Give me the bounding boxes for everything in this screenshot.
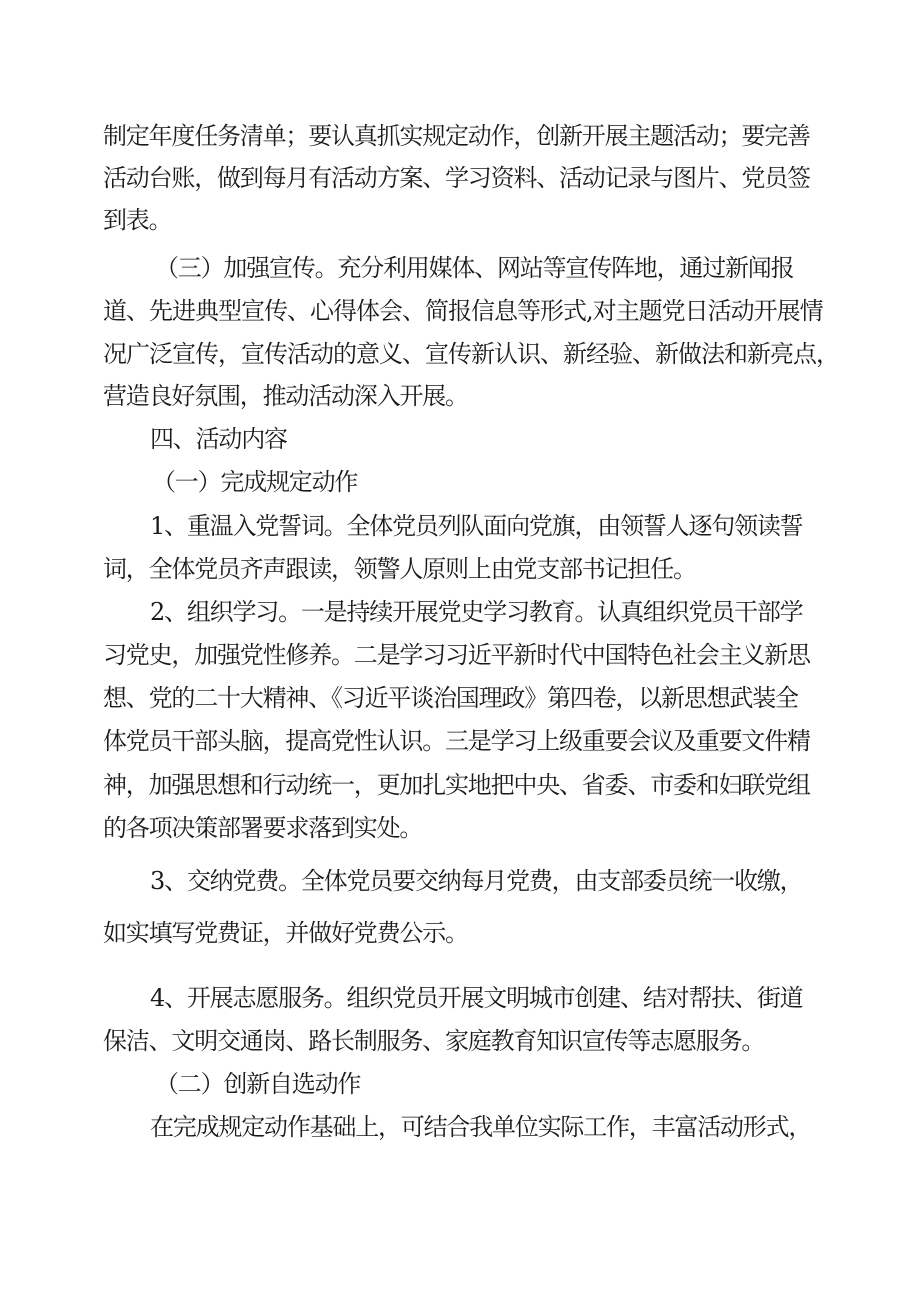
text-line: 保洁、文明交通岗、路长制服务、家庭教育知识宣传等志愿服务。 bbox=[103, 1027, 765, 1055]
text-line: 营造良好氛围，推动活动深入开展。 bbox=[103, 382, 468, 410]
text-line: 如实填写党费证，并做好党费公示。 bbox=[103, 919, 468, 947]
subsection-heading: （一）完成规定动作 bbox=[152, 468, 358, 496]
text-line: 的各项决策部署要求落到实处。 bbox=[103, 814, 423, 842]
subsection-heading: （二）创新自选动作 bbox=[155, 1070, 361, 1098]
text-line: 3、交纳党费。全体党员要交纳每月党费，由支部委员统一收缴， bbox=[150, 867, 803, 895]
text-line: （三）加强宣传。充分利用媒体、网站等宣传阵地，通过新闻报 bbox=[155, 254, 794, 282]
text-line: 在完成规定动作基础上，可结合我单位实际工作，丰富活动形式， bbox=[150, 1113, 812, 1141]
text-line: 神，加强思想和行动统一，更加扎实地把中央、省委、市委和妇联党组 bbox=[103, 771, 810, 799]
text-line: 想、党的二十大精神、《习近平谈治国理政》第四卷，以新思想武装全 bbox=[103, 684, 798, 712]
text-line: 习党史，加强党性修养。二是学习习近平新时代中国特色社会主义新思 bbox=[103, 641, 810, 669]
text-line: 4、开展志愿服务。组织党员开展文明城市创建、结对帮扶、街道 bbox=[150, 984, 803, 1012]
text-line: 活动台账，做到每月有活动方案、学习资料、活动记录与图片、党员签 bbox=[103, 164, 810, 192]
text-line: 到表。 bbox=[103, 206, 172, 234]
text-line: 制定年度任务清单；要认真抓实规定动作，创新开展主题活动；要完善 bbox=[103, 122, 810, 150]
text-line: 道、先进典型宣传、心得体会、简报信息等形式,对主题党日活动开展情 bbox=[103, 297, 823, 325]
text-line: 词，全体党员齐声跟读，领警人原则上由党支部书记担任。 bbox=[103, 555, 696, 583]
section-heading: 四、活动内容 bbox=[150, 425, 287, 453]
text-line: 2、组织学习。一是持续开展党史学习教育。认真组织党员干部学 bbox=[150, 598, 803, 626]
text-line: 况广泛宣传，宣传活动的意义、宣传新认识、新经验、新做法和新亮点， bbox=[103, 340, 839, 368]
text-line: 体党员干部头脑，提高党性认识。三是学习上级重要会议及重要文件精 bbox=[103, 727, 810, 755]
text-line: 1、重温入党誓词。全体党员列队面向党旗，由领誓人逐句领读誓 bbox=[150, 512, 803, 540]
